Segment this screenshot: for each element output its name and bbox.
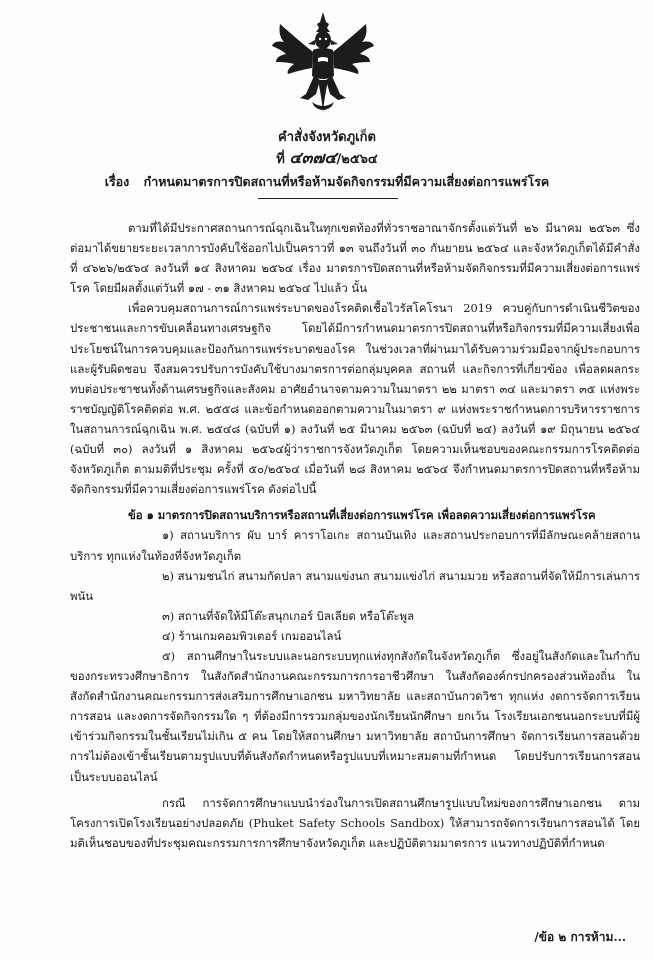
subject-label: เรื่อง [104,174,130,189]
section-1-title: ข้อ ๑ มาตรการปิดสถานบริการหรือสถานที่เสี่ยงต่อการแพร่โรค เพื่อลดความเสี่ยงต่อการแพร่โรค [128,508,596,523]
paragraph-authority: เพื่อควบคุมสถานการณ์การแพร่ระบาดของโรคติดเชื้อไวรัสโคโรนา 2019 ควบคู่กับการดำเนินชีวิตของประชาชนและการขับเคลื่อนทางเศรษฐกิจ โดยได้มีการกำหนดมาตรการปิดสถานที่หรือกิจกรรมที่มีความเสี่ยงเพื่อประโยชน์ในการควบคุมและป้องกันการแพร่ระบาดของโรค ในช่วงเวลาที่ผ่านมาได้รับความร่วมมือจากผู้ประกอบการและผู้รับผิดชอบ จึงสมควรปรับการบังคับใช้บางมาตรการต่อกลุ่มบุคคล สถานที่ และกิจการที่เกี่ยวข้อง เพื่อลดผลกระทบต่อประชาชนทั้งด้านเศรษฐกิจและสังคม อาศัยอำนาจตามความในมาตรา ๒๒ มาตรา ๓๔ และมาตรา ๓๕ แห่งพระราชบัญญัติโรคติดต่อ พ.ศ. ๒๕๕๘ และข้อกำหนดออกตามความในมาตรา ๙ แห่งพระราชกำหนดการบริหารราชการในสถานการณ์ฉุกเฉิน พ.ศ. ๒๕๔๘ (ฉบับที่ ๑) ลงวันที่ ๒๕ มีนาคม ๒๕๖๓ (ฉบับที่ ๒๔) ลงวันที่ ๑๙ มิถุนายน ๒๕๖๔ (ฉบับที่ ๓๐) ลงวันที่ ๑ สิงหาคม ๒๕๖๔ผู้ว่าราชการจังหวัดภูเก็ต โดยความเห็นชอบของคณะกรรมการโรคติดต่อจังหวัดภูเก็ต ตามมติที่ประชุม ครั้งที่ ๕๐/๒๕๖๔ เมื่อวันที่ ๒๘ สิงหาคม ๒๕๖๔ จึงกำหนดมาตรการปิดสถานที่หรือห้ามจัดกิจกรรมที่มีความเสี่ยงต่อการแพร่โรค ดังต่อไปนี้ [70,301,640,497]
document-body [70,218,640,853]
subject-divider [258,198,398,199]
paragraph-preamble: ตามที่ได้มีประกาศสถานการณ์ฉุกเฉินในทุกเขตท้องที่ทั่วราชอาณาจักรตั้งแต่วันที่ ๒๖ มีนาคม ๒๕๖๓ ซึ่งต่อมาได้ขยายระยะเวลาการบังคับใช้ออกไปเป็นคราวที่ ๑๓ จนถึงวันที่ ๓๐ กันยายน ๒๕๖๔ และจังหวัดภูเก็ตได้มีคำสั่ง ที่ ๔๖๒๖/๒๕๖๔ ลงวันที่ ๑๔ สิงหาคม ๒๕๖๔ เรื่อง มาตรการปิดสถานที่หรือห้ามจัดกิจกรรมที่มีความเสี่ยงต่อการแพร่โรค โดยมีผลตั้งแต่วันที่ ๑๗ - ๓๑ สิงหาคม ๒๕๖๔ ไปแล้ว นั้น [70,221,640,296]
list-item-5: ๕) สถานศึกษาในระบบและนอกระบบทุกแห่งทุกสังกัดในจังหวัดภูเก็ต ซึ่งอยู่ในสังกัดและในกำกับของกระทรวงศึกษาธิการ ในสังกัดสำนักงานคณะกรรมการการอาชีวศึกษา ในสังกัดองค์กรปกครองส่วนท้องถิ่น ในสังกัดสำนักงานคณะกรรมการส่งเสริมการศึกษาเอกชน มหาวิทยาลัย และสถาบันกวดวิชา ทุกแห่ง งดการจัดการเรียนการสอน และงดการจัดกิจกรรมใด ๆ ที่ต้องมีการรวมกลุ่มของนักเรียนนักศึกษา ยกเว้น โรงเรียนเอกชนนอกระบบที่มีผู้เข้าร่วมกิจกรรมในชั้นเรียนไม่เกิน ๕ คน โดยให้สถานศึกษา มหาวิทยาลัย สถาบันการศึกษา จัดการเรียนการสอนด้วยการไม่ต้องเข้าชั้นเรียนตามรูปแบบที่ต้นสังกัดกำหนดหรือรูปแบบที่เหมาะสมตามที่กำหนด โดยปรับการเรียนการสอนเป็นระบบออนไลน์ [70,648,640,784]
list-item-4: ๔) ร้านเกมคอมพิวเตอร์ เกมออนไลน์ [162,628,342,643]
continued-footer: /ข้อ ๒ การห้าม... [534,930,626,944]
order-year: /๒๕๖๔ [336,152,378,167]
list-item-1: ๑) สถานบริการ ผับ บาร์ คาราโอเกะ สถานบันเทิง และสถานประกอบการที่มีลักษณะคล้ายสถานบริการ ทุกแห่งในท้องที่จังหวัดภูเก็ต [70,528,640,563]
paragraph-exception-case: กรณี การจัดการศึกษาแบบนำร่องในการเปิดสถานศึกษารูปแบบใหม่ของการศึกษาเอกชน ตามโครงการเปิดโรงเรียนอย่างปลอดภัย (Phuket Safety Schools Sandbox) ให้สามารถจัดการเรียนการสอนได้ โดยมติเห็นชอบของที่ประชุมคณะกรรมการการศึกษาจังหวัดภูเก็ต และปฏิบัติตามมาตรการ แนวทางปฏิบัติที่กำหนด [70,795,640,850]
order-number-line [0,146,654,171]
subject-text: กำหนดมาตรการปิดสถานที่หรือห้ามจัดกิจกรรมที่มีความเสี่ยงต่อการแพร่โรค [143,174,550,189]
order-number-handwritten: ๔๓๗๔ [289,148,337,167]
order-prefix: ที่ [276,152,285,167]
garuda-emblem [268,10,378,120]
order-title: คำสั่งจังหวัดภูเก็ต [278,130,376,145]
list-item-3: ๓) สถานที่จัดให้มีโต๊ะสนุกเกอร์ บิลเลียด หรือโต๊ะพูล [162,608,415,623]
list-item-2: ๒) สนามชนไก่ สนามกัดปลา สนามแข่งนก สนามแข่งไก่ สนามมวย หรือสถานที่จัดให้มีการเล่นการพนัน [70,568,640,603]
subject-line [0,172,654,192]
